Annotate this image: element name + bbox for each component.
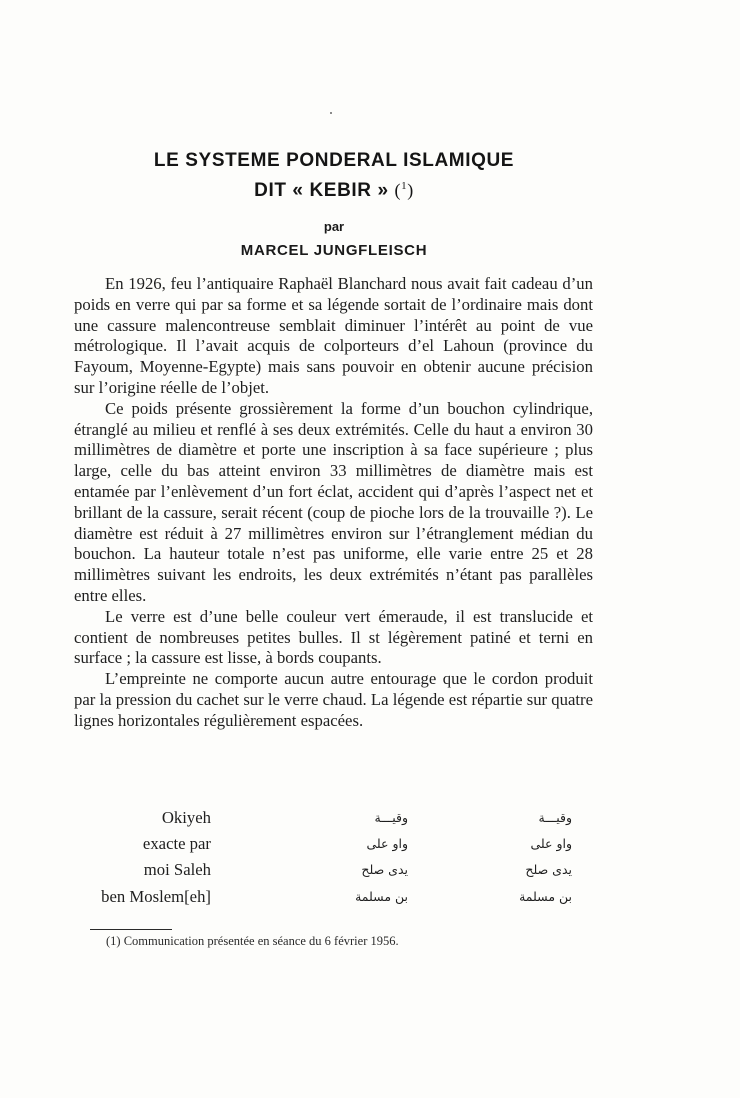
- inscription-arabic-reading: وقيـــة: [374, 810, 408, 825]
- inscription-translation: Okiyeh: [161, 808, 211, 827]
- speck-mark: [330, 112, 332, 114]
- inscription-translation: moi Saleh: [143, 860, 211, 879]
- inscription-arabic-reading: بن مسلمة: [355, 889, 408, 904]
- inscription-arabic-original: واو على: [530, 836, 572, 851]
- by-word: par: [323, 219, 345, 234]
- inscription-translation: exacte par: [142, 834, 211, 853]
- inscription-arabic-reading: واو على: [366, 836, 408, 851]
- inscription-arabic-original: وقيـــة: [538, 810, 572, 825]
- inscription-line-2: [0, 834, 740, 860]
- footnote-divider: [90, 929, 172, 930]
- inscription-line-4: [0, 887, 740, 913]
- inscription-translation: ben Moslem[eh]: [101, 887, 211, 906]
- article-body: [74, 274, 593, 732]
- inscription-line-3: [0, 860, 740, 886]
- paragraph-4: L’empreinte ne comporte aucun autre entourage que le cordon produit par la pression du cachet sur le verre chaud. La légende est répartie sur quatre lignes horizontales régulièrement espacées.: [74, 669, 593, 730]
- inscription-arabic-reading: يدى صلح: [361, 862, 408, 877]
- title-line-2-text: DIT « KEBIR »: [254, 180, 389, 201]
- title-line-1: LE SYSTEME PONDERAL ISLAMIQUE: [153, 150, 515, 171]
- paragraph-1: En 1926, feu l’antiquaire Raphaël Blanchard nous avait fait cadeau d’un poids en verre qui par sa forme et sa légende sortait de l’ordinaire mais dont une cassure malencontreuse semblait diminuer l’intérêt au point de vue métrologique. Il l’avait acquis de colporteurs d’el Lahoun (province du Fayoum, Moyenne-Egypte) mais sans pouvoir en obtenir aucune précision sur l’origine réelle de l’objet.: [74, 274, 593, 397]
- paragraph-3: Le verre est d’une belle couleur vert émeraude, il est translucide et contient de nombreuses petites bulles. Il st légèrement patiné et terni en surface ; la cassure est lisse, à bords coupants.: [74, 606, 593, 668]
- inscription-arabic-original: يدى صلح: [525, 862, 572, 877]
- inscription-line-1: [0, 808, 740, 834]
- footnote: (1) Communication présentée en séance du 6 février 1956.: [106, 934, 399, 948]
- footnote-reference-number: 1: [401, 180, 408, 192]
- footnote-reference: ($^1$): [394, 180, 414, 200]
- author-name: MARCEL JUNGFLEISCH: [240, 242, 428, 259]
- inscription-arabic-original: بن مسلمة: [519, 889, 572, 904]
- title-line-2: [0, 180, 668, 202]
- paragraph-2: Ce poids présente grossièrement la forme d’un bouchon cylindrique, étranglé au milieu et renflé à ses deux extrémités. Celle du haut a environ 30 millimètres de diamètre et porte une inscription à sa face supérieure ; plus large, celle du bas atteint environ 33 millimètres de diamètre mais est entamée par l’enlèvement d’un fort éclat, accident qui d’après l’aspect net et brillant de la cassure, serait récent (coup de pioche lors de la trouvaille ?). Le diamètre est réduit à 27 millimètres environ sur l’étranglement médian du bouchon. La hauteur totale n’est pas uniforme, elle varie entre 25 et 28 millimètres suivant les endroits, les deux extrémités n’étant pas parallèles entre elles.: [74, 398, 593, 605]
